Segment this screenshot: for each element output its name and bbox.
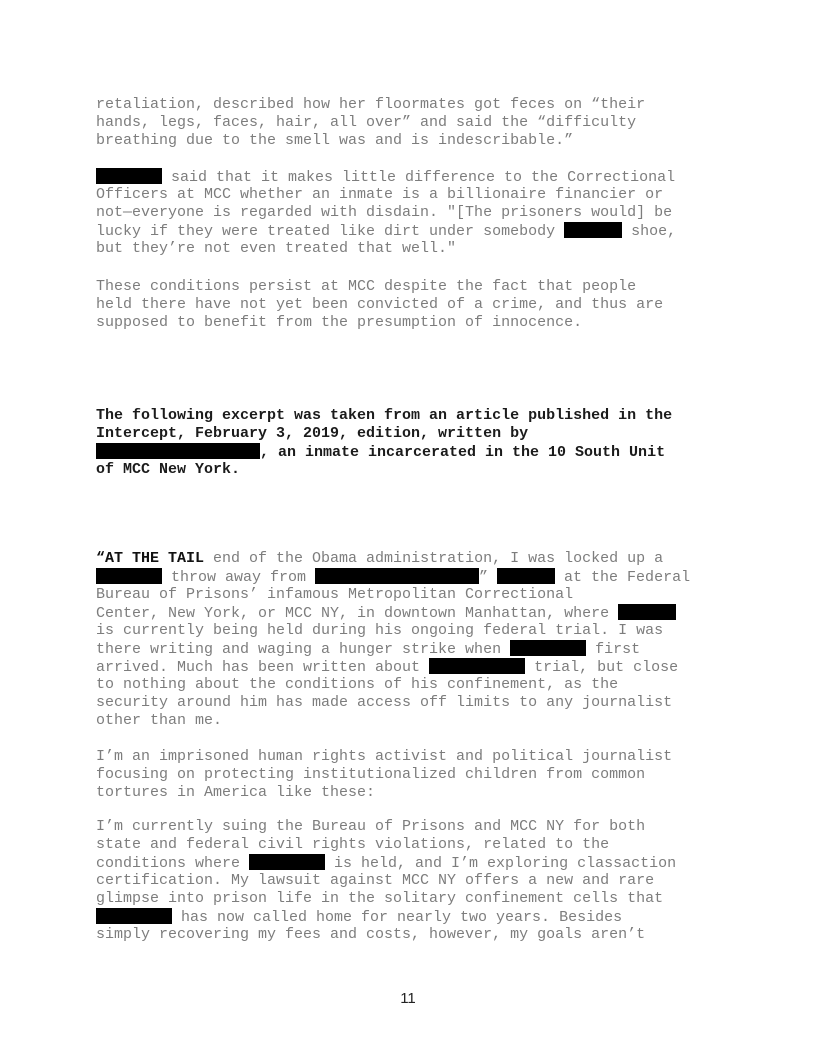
text-line: held there have not yet been convicted of a crime, and thus are (96, 296, 664, 313)
text-line: of MCC New York. (96, 461, 241, 478)
text-line: I’m currently suing the Bureau of Prisons and MCC NY for both (96, 818, 646, 835)
text-line: has now called home for nearly two years. Besides (96, 908, 721, 926)
redaction-bar (564, 222, 622, 238)
text-line: not—everyone is regarded with disdain. "[The prisoners would] be (96, 204, 673, 221)
text-line: retaliation, described how her floormates got feces on “their (96, 96, 646, 113)
text-line: simply recovering my fees and costs, however, my goals aren’t (96, 926, 646, 943)
text-line: Center, New York, or MCC NY, in downtown Manhattan, where (96, 604, 721, 622)
paragraph-author-description (96, 748, 721, 802)
paragraph-lawsuit (96, 818, 721, 944)
text-line: to nothing about the conditions of his confinement, as the (96, 676, 619, 693)
text-line: , an inmate incarcerated in the 10 South Unit (96, 443, 721, 461)
text-line: Intercept, February 3, 2019, edition, written by (96, 425, 529, 442)
text-line: other than me. (96, 712, 223, 729)
redaction-bar (429, 658, 525, 674)
redaction-bar (96, 443, 260, 459)
redaction-bar (96, 908, 172, 924)
redaction-bar (96, 568, 162, 584)
text-line: These conditions persist at MCC despite the fact that people (96, 278, 637, 295)
text-line: lucky if they were treated like dirt under somebody shoe, (96, 223, 677, 240)
text-line: glimpse into prison life in the solitary confinement cells that (96, 890, 664, 907)
text-line: hands, legs, faces, hair, all over” and said the “difficulty (96, 114, 637, 131)
text-line: Bureau of Prisons’ infamous Metropolitan Correctional (96, 586, 574, 603)
paragraph-disdain-quote (96, 168, 721, 258)
redaction-bar (315, 568, 479, 584)
text-line: arrived. Much has been written about trial, but close (96, 659, 679, 676)
paragraph-presumption-of-innocence (96, 278, 721, 332)
text-line: The following excerpt was taken from an article published in the (96, 407, 673, 424)
redaction-bar (510, 640, 586, 656)
text-line: security around him has made access off limits to any journalist (96, 694, 673, 711)
text-line: state and federal civil rights violations, related to the (96, 836, 610, 853)
redaction-bar (96, 168, 162, 184)
text-line: “AT THE TAIL end of the Obama administration, I was locked up a (96, 550, 664, 567)
text-line: certification. My lawsuit against MCC NY offers a new and rare (96, 872, 655, 889)
page-number: 11 (400, 990, 416, 1007)
text-line: is currently being held during his ongoing federal trial. I was (96, 622, 664, 639)
text-line: focusing on protecting institutionalized children from common (96, 766, 646, 783)
excerpt-introduction (96, 407, 721, 479)
redaction-bar (249, 854, 325, 870)
paragraph-article-opening (96, 550, 721, 730)
text-line: said that it makes little difference to the Correctional (96, 168, 721, 186)
text-line: tortures in America like these: (96, 784, 376, 801)
text-line: throw away from ” at the Federal (96, 568, 721, 586)
text-line: supposed to benefit from the presumption of innocence. (96, 314, 583, 331)
article-lead-in: “AT THE TAIL (96, 550, 205, 567)
redaction-bar (497, 568, 555, 584)
paragraph-conditions-testimony (96, 96, 721, 150)
text-line: I’m an imprisoned human rights activist and political journalist (96, 748, 673, 765)
text-line: there writing and waging a hunger strike when first (96, 641, 641, 658)
text-line: breathing due to the smell was and is indescribable.” (96, 132, 574, 149)
text-line: conditions where is held, and I’m exploring classaction (96, 855, 677, 872)
text-line: but they’re not even treated that well." (96, 240, 457, 257)
text-line: Officers at MCC whether an inmate is a billionaire financier or (96, 186, 664, 203)
redaction-bar (618, 604, 676, 620)
